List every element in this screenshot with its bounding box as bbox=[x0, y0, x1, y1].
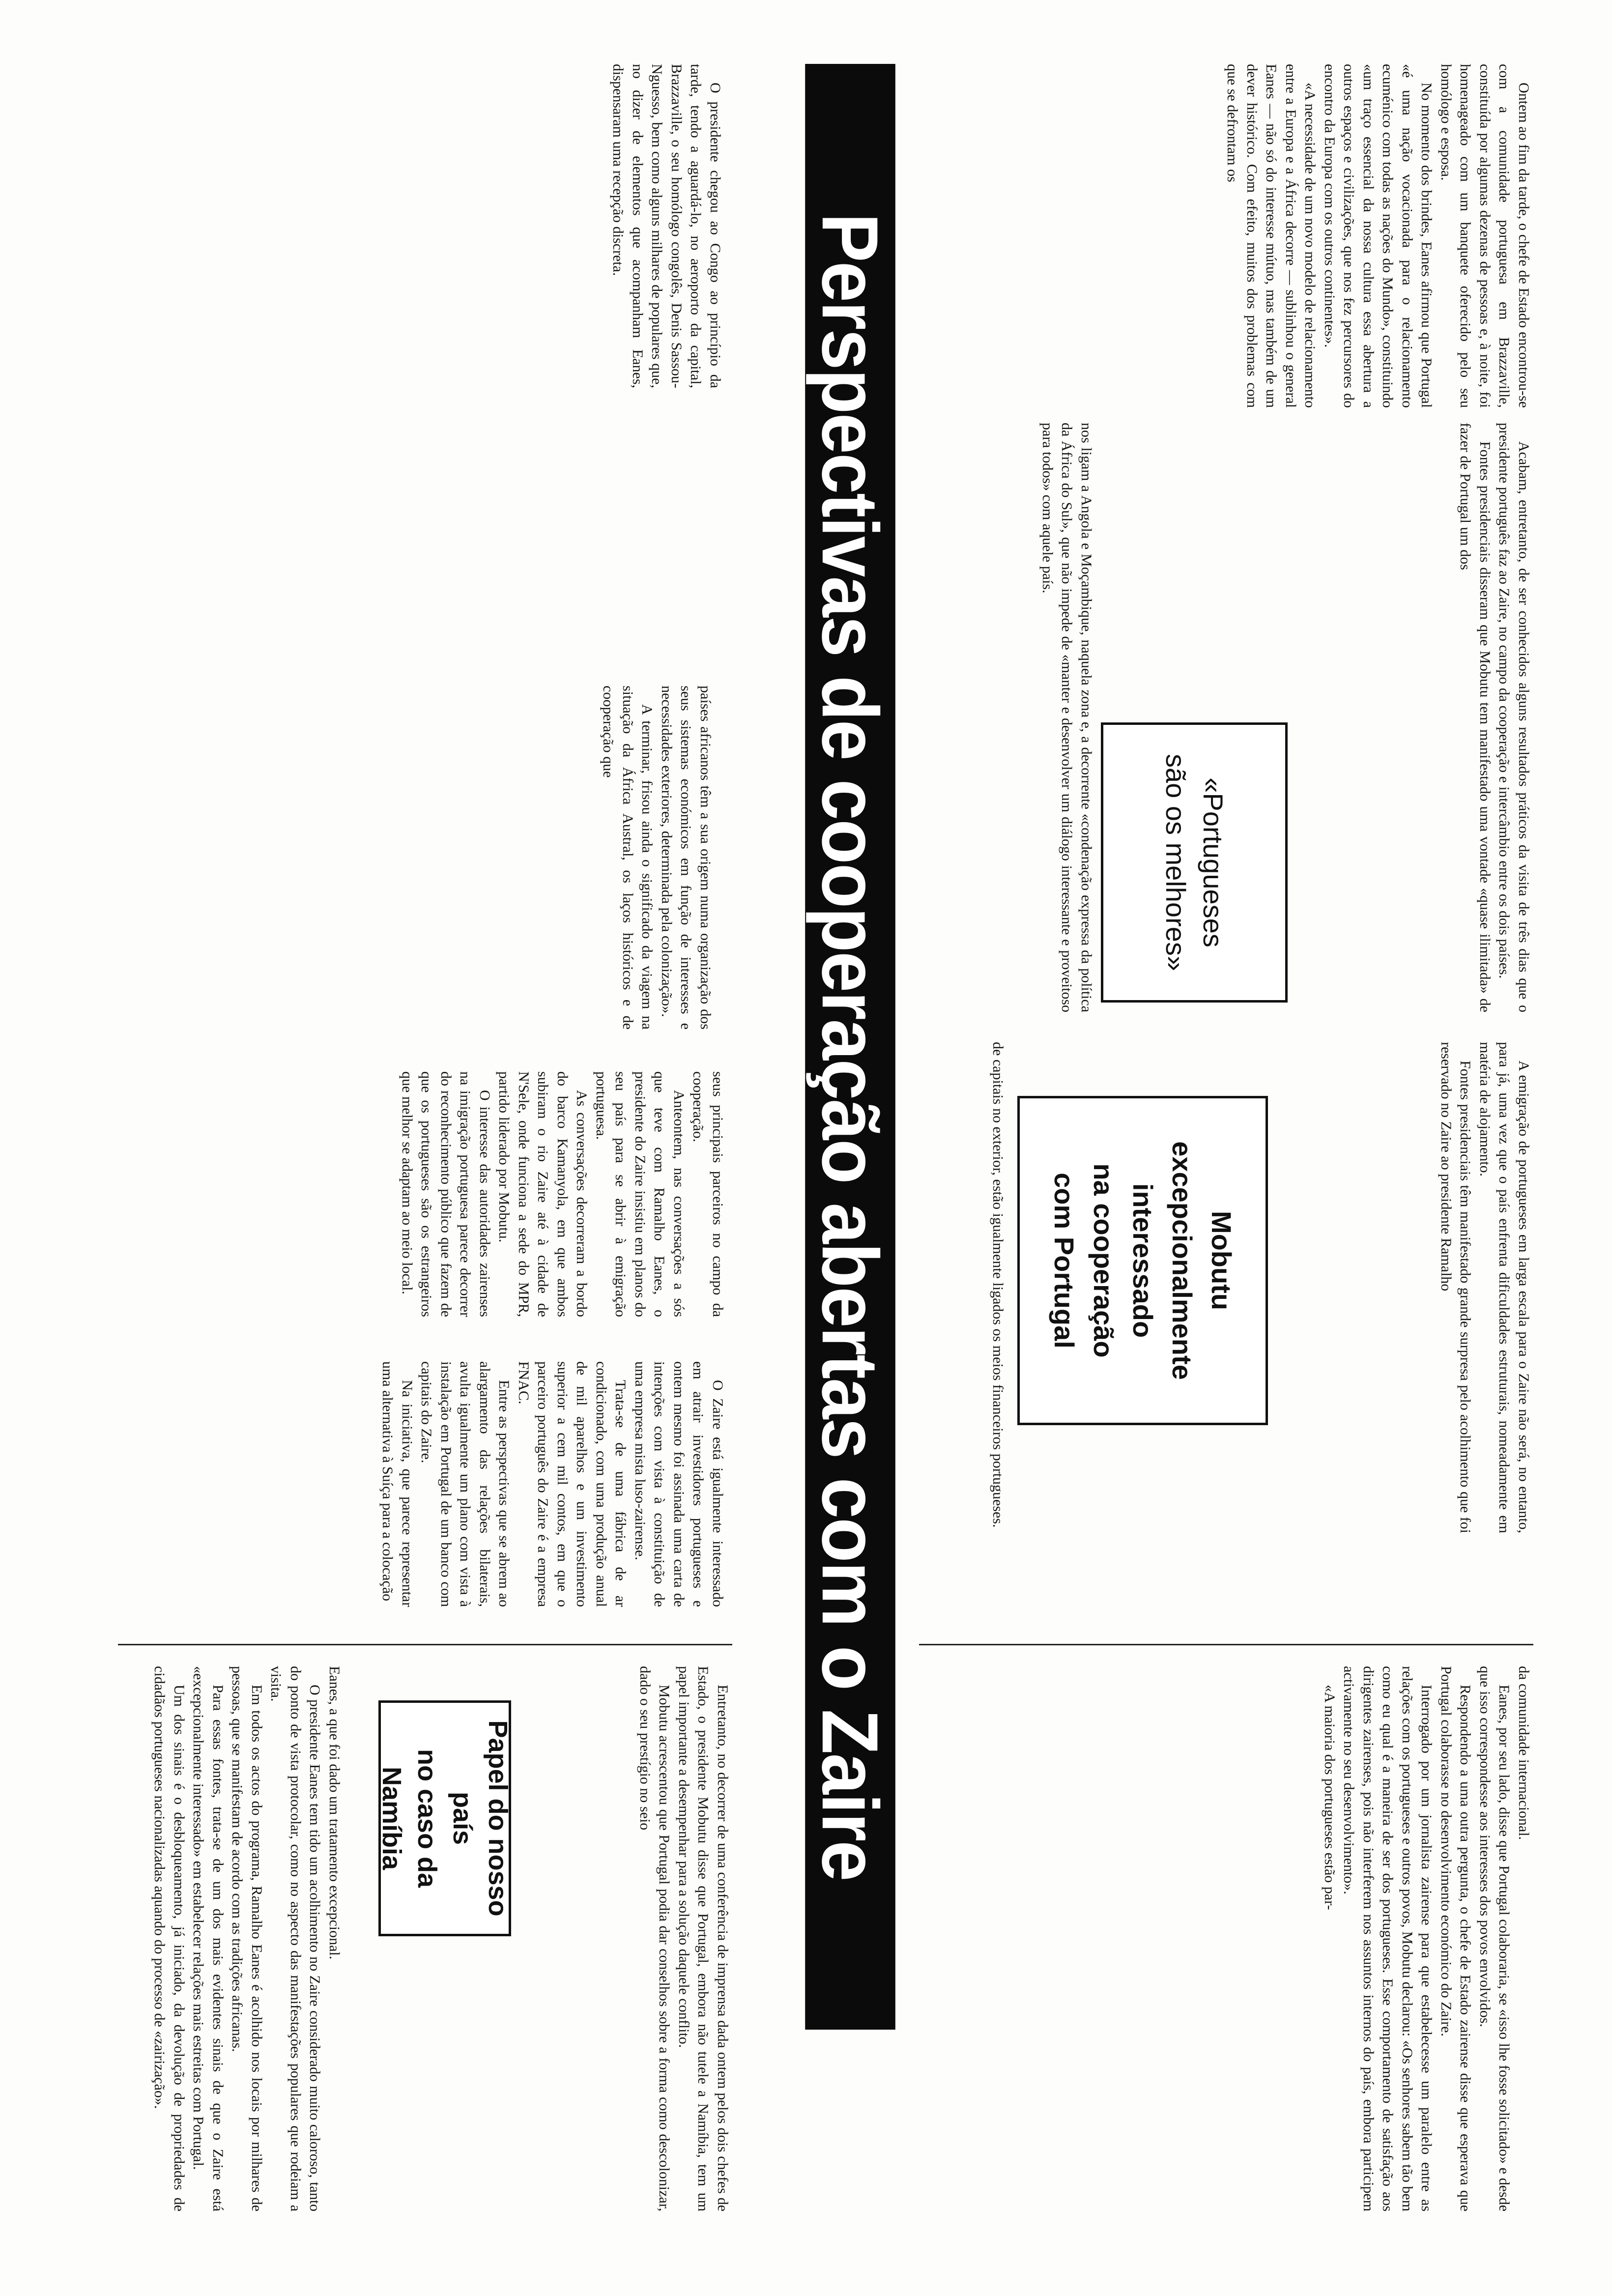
paragraph: Entretanto, no decorrer de uma conferência de imprensa dada ontem pelos dois chefes de Estado, o presidente Mobutu disse que Portugal, embora não tutele a Namíbia, tem um papel importante a desempenhar para a solução daquele conflito. bbox=[676, 1666, 731, 2211]
paragraph: Para essas fontes, trata-se de um dos mais evidentes sinais de que o Zaire está «excepcionalmente interessado» em estabelecer relações mais estreitas com Portugal. bbox=[190, 1666, 226, 2211]
bottom-column-2a bbox=[909, 423, 1096, 1012]
paragraph: No momento dos brindes, Eanes afirmou que Portugal «é uma nação vocacionada para o relacionamento ecuménico com todas as nações do Mundo», constituindo «um traço essencial da nossa cultura essa abertura a outros espaços e civilizações, que nos fez percursores do encontro da Europa com os outros continentes». bbox=[1322, 64, 1435, 408]
portugueses-box bbox=[1101, 722, 1288, 1003]
paragraph: seus principais parceiros no campo da cooperação. bbox=[690, 1071, 726, 1317]
box-line: interessado bbox=[1127, 1183, 1158, 1338]
paragraph: Em todos os actos do programa, Ramalho Eanes é acolhido nos locais por milhares de pessoas, que se manifestam de acordo com as tradições africanas. bbox=[229, 1666, 265, 2211]
paragraph: A terminar, frisou ainda o significado da viagem na situação da África Austral, os laços históricos e de cooperação que bbox=[600, 686, 656, 1030]
paragraph: Respondendo a uma outra pergunta, o chefe de Estado zairense disse que esperava que Portugal colaborasse no desenvolvimento económico do Zaire. bbox=[1438, 1666, 1474, 2211]
paragraph: Trata-se de uma fábrica de ar condicionado, com uma produção anual de mil aparelhos e um investimento superior a cem mil contos, em que o parceiro português do Zaire é a empresa FNAC. bbox=[516, 1361, 629, 1607]
paragraph: A emigração de portugueses em larga escala para o Zaire não será, no entanto, para já, uma vez que o país enfrenta dificuldades estruturais, nomeadamente em matéria de alojamento. bbox=[1477, 1042, 1532, 1533]
bottom-column-3b bbox=[1278, 1042, 1533, 1533]
paragraph: nos ligam a Angola e Moçambique, naquela zona e, a decorrente «condenação expressa da política da África do Sul», que não impede de «manter e desenvolver um diálogo interessante e proveitoso para todos» com aquele país. bbox=[1039, 423, 1094, 1012]
paragraph: Fontes presidenciais têm manifestado grande surpresa pelo acolhimento que foi reservado no Zaire ao presidente Ramalho bbox=[1438, 1042, 1474, 1533]
mobutu-box bbox=[1017, 1096, 1268, 1425]
paragraph: Interrogado por um jornalista zairense para que estabelecesse um paralelo entre as relações com os portugueses e outros povos, Mobutu declarou: «Os senhores sabem tão bem como eu qual é a maneira de ser dos portugueses. Esse comportamento de satisfação aos dirigentes zairenses, pois não interferem nos assuntos internos do país, embora participem activamente no seu desenvolvimento». bbox=[1341, 1666, 1435, 2211]
bottom-column-3a bbox=[919, 1042, 1008, 1533]
paragraph: Eanes, a que foi dado um tratamento excepcional. bbox=[326, 1666, 343, 1960]
box-line: «Portugueses bbox=[1198, 777, 1229, 947]
paragraph: O Zaire está igualmente interessado em atrair investidores portugueses e ontem mesmo foi assinada uma carta de intenções com vista à constituição de uma empresa mista luso-zairense. bbox=[632, 1361, 726, 1607]
top-column-3 bbox=[118, 1071, 727, 1607]
paragraph: Eanes, por seu lado, disse que Portugal colaboraria, se «isso lhe fosse solicitado» e desde que isso correspondesse aos interesses dos povos envolvidos. bbox=[1477, 1666, 1513, 2211]
column-rule bbox=[118, 1644, 732, 1645]
paragraph: Ontem ao fim da tarde, o chefe de Estado encontrou-se com a comunidade portuguesa em Brazzaville, constituída por algumas dezenas de pessoas e, à noite, foi homenageado com um banquete oferecido pelo seu homólogo e esposa. bbox=[1438, 64, 1532, 408]
paragraph: Anteontem, nas conversações a sós que teve com Ramalho Eanes, o presidente do Zaire insistiu em planos do seu país para se abrir à emigração portuguesa. bbox=[593, 1071, 687, 1317]
headline: Perspectivas de cooperação abertas com o Zaire bbox=[805, 64, 895, 2030]
box-line: são os melhores» bbox=[1160, 753, 1191, 971]
bottom-column-4 bbox=[919, 1666, 1533, 2211]
paragraph: Entre as perspectivas que se abrem ao alargamento das relações bilaterais, avulta igualmente um plano com vista à instalação em Portugal de um banco com capitais do Zaire. bbox=[418, 1361, 513, 1607]
paragraph: de capitais no exterior, estão igualmente ligados os meios financeiros portugueses. bbox=[990, 1042, 1006, 1528]
paragraph: Fontes presidenciais disseram que Mobutu tem manifestado uma vontade «quase ilimitada» de fazer de Portugal um dos bbox=[1457, 423, 1493, 1012]
box-line: na cooperação bbox=[1088, 1163, 1119, 1358]
paragraph: países africanos têm a sua origem numa organização dos seus sistemas económicos em função de interesses e necessidades exteriores, determinada pela colonização». bbox=[659, 686, 714, 1030]
paragraph: O presidente Eanes tem tido um acolhimento no Zaire considerado muito caloroso, tanto do ponto de vista protocolar, como no aspecto das manifestações populares que rodeiam a visita. bbox=[268, 1666, 323, 2211]
box-line: com Portugal bbox=[1049, 1173, 1080, 1349]
paragraph: «A maioria dos portugueses estão par- bbox=[1322, 1685, 1338, 1910]
top-column-1 bbox=[523, 64, 725, 388]
bottom-column-1 bbox=[919, 64, 1533, 408]
paragraph: «A necessidade de um novo modelo de relacionamento entre a Europa e a África decorre — sublinhou o general Eanes — não só do interesse mútuo, mas também de um dever histórico. Com efeito, muitos dos problemas com que se defrontam os bbox=[1224, 64, 1319, 408]
paragraph: As conversações decorreram a bordo do barco Kamanyola, em que ambos subiram o rio Zaire até à cidade de N'Sele, onde funciona a sede do MPR, partido liderado por Mobutu. bbox=[496, 1071, 590, 1317]
column-rule bbox=[919, 1644, 1533, 1645]
top-column-4b bbox=[521, 1666, 732, 2211]
box-line: no caso da Namíbia bbox=[377, 1749, 442, 1888]
box-line: excepcionalmente bbox=[1167, 1141, 1198, 1380]
paragraph: O presidente chegou ao Congo ao princípio da tarde, tendo a aguardá-lo, no aeroporto da capital, Brazzaville, o seu homólogo congolês, Denis Sassou-Nguesso, bem como alguns milhares de populares que, no dizer de elementos que acompanham Eanes, dispensaram uma recepção discreta. bbox=[610, 64, 723, 388]
paragraph: Um dos sinais é o desbloqueamento, já iniciado, da devolução de propriedades de cidadãos portugueses nacionalizadas aquando do processo de «zairização». bbox=[151, 1666, 187, 2211]
box-line: Mobutu bbox=[1206, 1210, 1237, 1311]
paragraph: Mobutu acrescentou que Portugal podia dar conselhos sobre a forma como descolonizar, dado o seu prestígio no seio bbox=[637, 1666, 673, 2211]
bottom-column-2b bbox=[1297, 423, 1533, 1012]
paragraph: O interesse das autoridades zairenses na imigração portuguesa parece decorrer do reconhecimento público que fazem de que os portugueses são os estrangeiros que melhor se adaptam ao meio local. bbox=[399, 1071, 493, 1317]
paragraph: Na iniciativa, que parece representar uma alternativa à Suíça para a colocação bbox=[379, 1361, 415, 1607]
box-line: Papel do nosso país bbox=[448, 1720, 513, 1917]
paragraph: Acabam, entretanto, de ser conhecidos alguns resultados práticos da visita de três dias que o presidente português faz ao Zaire, no campo da cooperação e intercâmbio entre os dois países. bbox=[1496, 423, 1532, 1012]
top-column-4a bbox=[118, 1666, 344, 2211]
paragraph: da comunidade internacional. bbox=[1516, 1666, 1532, 1840]
top-column-2 bbox=[514, 686, 715, 1030]
namibia-box bbox=[378, 1700, 511, 1936]
